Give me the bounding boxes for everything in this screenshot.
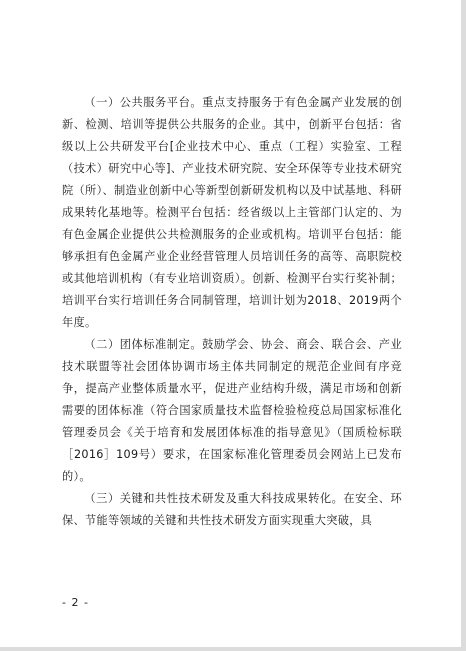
paragraph-public-service-platform: （一）公共服务平台。重点支持服务于有色金属产业发展的创新、检测、培训等提供公共服务的企业。其中，创新平台包括：省级以上公共研发平台[企业技术中心、重点（工程）实验室、工程（技术）研究中心等]、产业技术研究院、安全环保等专业技术研究院（所）、制造业创新中心等新型创新研发机构以及中试基地、科研成果转化基地等。检测平台包括：经省级以上主管部门认定的、为有色金属企业提供公共检测服务的企业或机构。培训平台包括：能够承担有色金属产业企业经营管理人员培训任务的高等、高职院校或其他培训机构（有专业培训资质）。创新、检测平台实行奖补制；培训平台实行培训任务合同制管理，培训计划为2018、2019两个年度。	[62, 96, 402, 329]
paragraph-key-technology-rd: （三）关键和共性技术研发及重大科技成果转化。在安全、环保、节能等领域的关键和共性技术研发方面实现重大突破，具	[62, 492, 402, 527]
document-body	[62, 92, 402, 532]
page-number: - 2 -	[62, 596, 89, 609]
paragraph-group-standards: （二）团体标准制定。鼓励学会、协会、商会、联合会、产业技术联盟等社会团体协调市场主体共同制定的规范企业间有序竞争，提高产业整体质量水平，促进产业结构升级，满足市场和创新需要的团体标准（符合国家质量技术监督检验检疫总局国家标准化管理委员会《关于培育和发展团体标准的指导意见》（国质检标联［2016］109号）要求，在国家标准化管理委员会网站上已发布的）。	[62, 338, 402, 483]
